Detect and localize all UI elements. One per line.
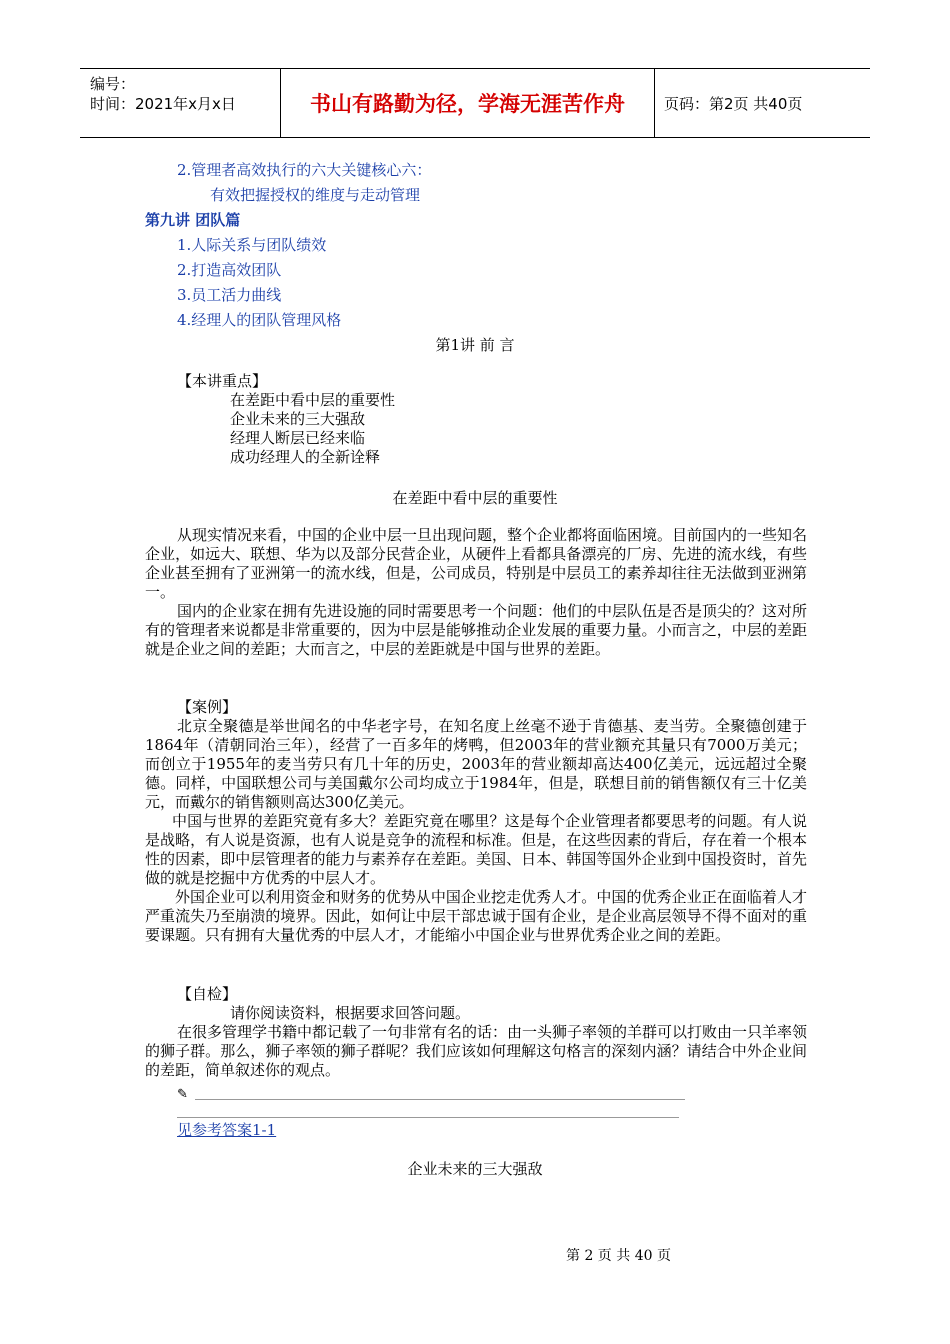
toc-item[interactable]: 2.打造高效团队 (177, 261, 282, 279)
toc-item[interactable]: 有效把握授权的维度与走动管理 (210, 186, 421, 204)
toc-section-heading[interactable]: 第九讲 团队篇 (145, 211, 241, 229)
toc-item[interactable]: 3.员工活力曲线 (177, 286, 282, 304)
key-point-item: 经理人断层已经来临 (230, 429, 366, 447)
key-points-label: 【本讲重点】 (177, 372, 268, 390)
case-paragraph: 北京全聚德是举世闻名的中华老字号，在知名度上丝毫不逊于肯德基、麦当劳。全聚德创建于1864年（清朝同治三年），经营了一百多年的烤鸭，但2003年的营业额充其量只有7000万美元；而创立于1955年的麦当劳只有几十年的历史，2003年的营业额却高达400亿美元，远远超过全聚德。同样，中国联想公司与美国戴尔公司均成立于1984年，但是，联想目前的销售额仅有三十亿美元，而戴尔的销售额则高达300亿美元。 (145, 717, 807, 811)
header-page-info: 页码：第2页 共40页 (664, 94, 803, 113)
answer-line[interactable] (195, 1099, 685, 1100)
case-label: 【案例】 (177, 698, 238, 716)
header-meta-cell (80, 69, 281, 137)
self-check-label: 【自检】 (177, 985, 238, 1003)
body-paragraph: 国内的企业家在拥有先进设施的同时需要思考一个问题：他们的中层队伍是否是顶尖的？这对所有的管理者来说都是非常重要的，因为中层是能够推动企业发展的重要力量。小而言之，中层的差距就是企业之间的差距；大而言之，中层的差距就是中国与世界的差距。 (145, 602, 808, 658)
toc-item[interactable]: 1.人际关系与团队绩效 (177, 236, 327, 254)
key-point-item: 企业未来的三大强敌 (230, 410, 366, 428)
toc-item[interactable]: 4.经理人的团队管理风格 (177, 311, 342, 329)
self-check-question: 在很多管理学书籍中都记载了一句非常有名的话：由一头狮子率领的羊群可以打败由一只羊率领的狮子群。那么，狮子率领的狮子群呢？我们应该如何理解这句格言的深刻内涵？请结合中外企业间的差距，简单叙述你的观点。 (145, 1023, 808, 1079)
answer-line[interactable] (177, 1117, 679, 1118)
key-point-item: 成功经理人的全新诠释 (230, 448, 381, 466)
section-heading: 企业未来的三大强敌 (407, 1160, 543, 1178)
case-paragraph: 中国与世界的差距究竟有多大？差距究竟在哪里？这是每个企业管理者都要思考的问题。有人说是战略，有人说是资源，也有人说是竞争的流程和标准。但是，在这些因素的背后，存在着一个根本性的因素，即中层管理者的能力与素养存在差距。美国、日本、韩国等国外企业到中国投资时，首先做的就是挖掘中方优秀的中层人才。 (145, 812, 807, 887)
header-motto: 书山有路勤为径，学海无涯苦作舟 (281, 69, 655, 137)
lecture-title: 第1讲 前 言 (435, 336, 515, 354)
answer-reference-link[interactable]: 见参考答案1-1 (177, 1121, 277, 1139)
page-header (80, 68, 870, 138)
body-paragraph: 从现实情况来看，中国的企业中层一旦出现问题，整个企业都将面临困境。目前国内的一些知名企业，如远大、联想、华为以及部分民营企业，从硬件上看都具备漂亮的厂房、先进的流水线，有些企业甚至拥有了亚洲第一的流水线，但是，公司成员，特别是中层员工的素养却往往无法做到亚洲第一。 (145, 526, 808, 601)
section-heading: 在差距中看中层的重要性 (392, 489, 558, 507)
key-point-item: 在差距中看中层的重要性 (230, 391, 396, 409)
pen-icon: ✎ (177, 1087, 188, 1102)
toc-item[interactable]: 2.管理者高效执行的六大关键核心六： (177, 161, 432, 179)
case-paragraph: 外国企业可以利用资金和财务的优势从中国企业挖走优秀人才。中国的优秀企业正在面临着人才严重流失乃至崩溃的境界。因此，如何让中层干部忠诚于国有企业，是企业高层领导不得不面对的重要课题。只有拥有大量优秀的中层人才，才能缩小中国企业与世界优秀企业之间的差距。 (145, 888, 807, 944)
document-number-label: 编号： (90, 75, 136, 93)
self-check-intro: 请你阅读资料，根据要求回答问题。 (230, 1004, 471, 1022)
page-footer: 第 2 页 共 40 页 (566, 1248, 671, 1264)
document-date-label: 时间：2021年x月x日 (90, 95, 236, 113)
